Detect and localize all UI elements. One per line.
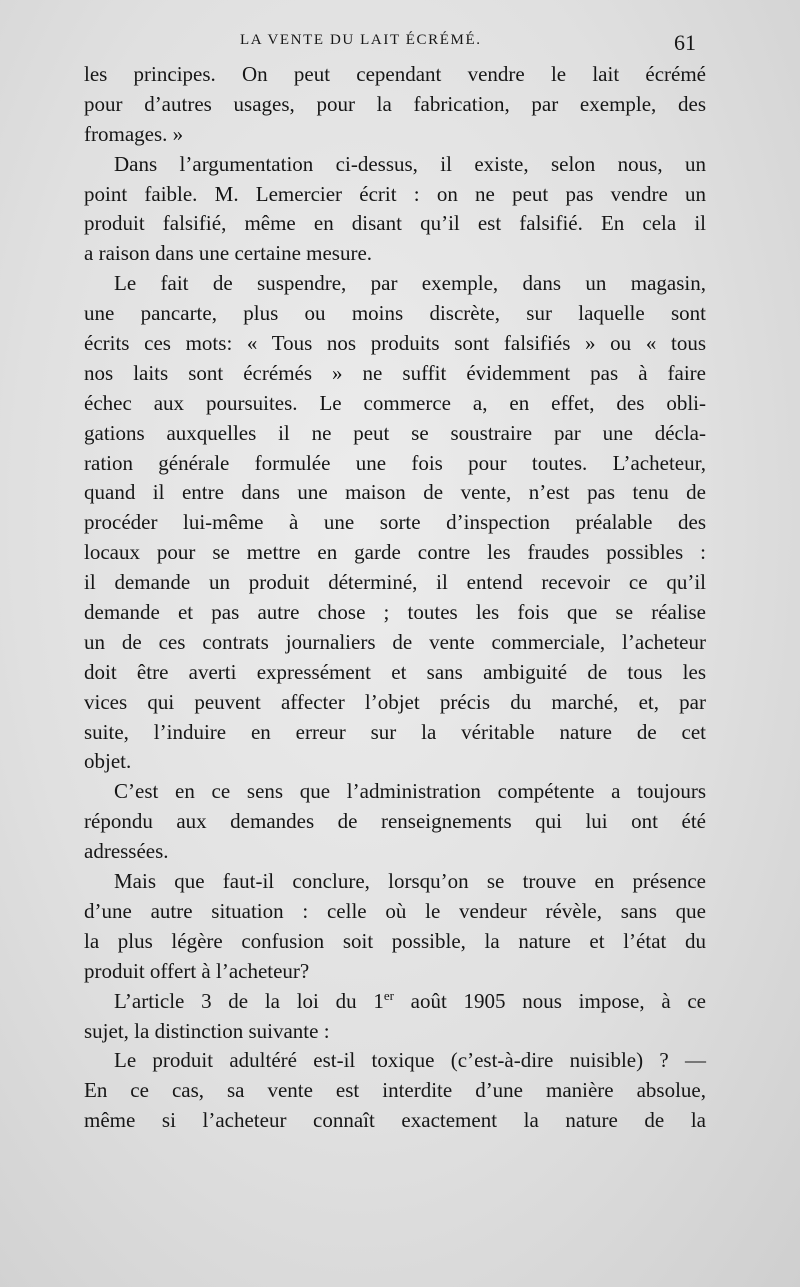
text-line: doit être averti expressément et sans ambiguité de tous les bbox=[84, 659, 706, 684]
text-fragment: L’article 3 de la loi du 1 bbox=[114, 988, 384, 1013]
text-line: C’est en ce sens que l’administration compétente a toujours bbox=[114, 779, 706, 804]
text-line: il demande un produit déterminé, il entend recevoir ce qu’il bbox=[84, 570, 706, 595]
text-line: répondu aux demandes de renseignements qui lui ont été bbox=[84, 809, 706, 834]
text-line: quand il entre dans une maison de vente, n’est pas tenu de bbox=[84, 480, 706, 505]
text-line: nos laits sont écrémés » ne suffit évidemment pas à faire bbox=[84, 360, 706, 385]
text-line: gations auxquelles il ne peut se soustraire par une décla- bbox=[84, 420, 706, 445]
text-line: d’une autre situation : celle où le vendeur révèle, sans que bbox=[84, 898, 706, 923]
text-line: suite, l’induire en erreur sur la véritable nature de cet bbox=[84, 719, 706, 744]
text-line: a raison dans une certaine mesure. bbox=[84, 241, 373, 266]
text-line: les principes. On peut cependant vendre le lait écrémé bbox=[84, 62, 706, 86]
superscript: er bbox=[383, 987, 394, 1003]
page-header bbox=[84, 30, 700, 60]
body-text bbox=[84, 60, 706, 1136]
running-head: LA VENTE DU LAIT ÉCRÉMÉ. bbox=[240, 32, 482, 48]
text-line: sujet, la distinction suivante : bbox=[84, 1018, 330, 1043]
text-line: la plus légère confusion soit possible, la nature et l’état du bbox=[84, 928, 706, 953]
text-line: objet. bbox=[84, 749, 132, 774]
text-line: produit offert à l’acheteur? bbox=[84, 958, 310, 983]
text-line: écrits ces mots: « Tous nos produits sont falsifiés » ou « tous bbox=[84, 331, 706, 356]
text-line: échec aux poursuites. Le commerce a, en effet, des obli- bbox=[84, 390, 706, 415]
text-line: demande et pas autre chose ; toutes les fois que se réalise bbox=[84, 600, 706, 625]
text-line: ration générale formulée une fois pour toutes. L’acheteur, bbox=[84, 450, 706, 475]
text-line: pour d’autres usages, pour la fabrication, par exemple, des bbox=[84, 91, 706, 116]
text-line: En ce cas, sa vente est interdite d’une manière absolue, bbox=[84, 1078, 706, 1103]
text-line: procéder lui-même à une sorte d’inspection préalable des bbox=[84, 510, 706, 535]
text-line: Dans l’argumentation ci-dessus, il existe, selon nous, un bbox=[114, 151, 706, 176]
text-line: Mais que faut-il conclure, lorsqu’on se trouve en présence bbox=[114, 869, 706, 894]
text-line: même si l’acheteur connaît exactement la nature de la bbox=[84, 1108, 706, 1133]
text-line: point faible. M. Lemercier écrit : on ne peut pas vendre un bbox=[84, 181, 706, 206]
text-line: une pancarte, plus ou moins discrète, sur laquelle sont bbox=[84, 301, 706, 326]
text-line: adressées. bbox=[84, 839, 169, 864]
text-fragment: août 1905 nous impose, à ce bbox=[393, 988, 706, 1013]
page-number: 61 bbox=[674, 30, 696, 55]
text-line: locaux pour se mettre en garde contre les fraudes possibles : bbox=[84, 540, 706, 565]
text-line: Le produit adultéré est-il toxique (c’est-à-dire nuisible) ? — bbox=[114, 1048, 706, 1073]
text-line bbox=[84, 987, 706, 1017]
text-line: fromages. » bbox=[84, 121, 184, 146]
text-line: un de ces contrats journaliers de vente commerciale, l’acheteur bbox=[84, 629, 706, 654]
text-line: Le fait de suspendre, par exemple, dans un magasin, bbox=[114, 271, 706, 296]
text-line: produit falsifié, même en disant qu’il est falsifié. En cela il bbox=[84, 211, 706, 236]
text-line: vices qui peuvent affecter l’objet précis du marché, et, par bbox=[84, 689, 706, 714]
